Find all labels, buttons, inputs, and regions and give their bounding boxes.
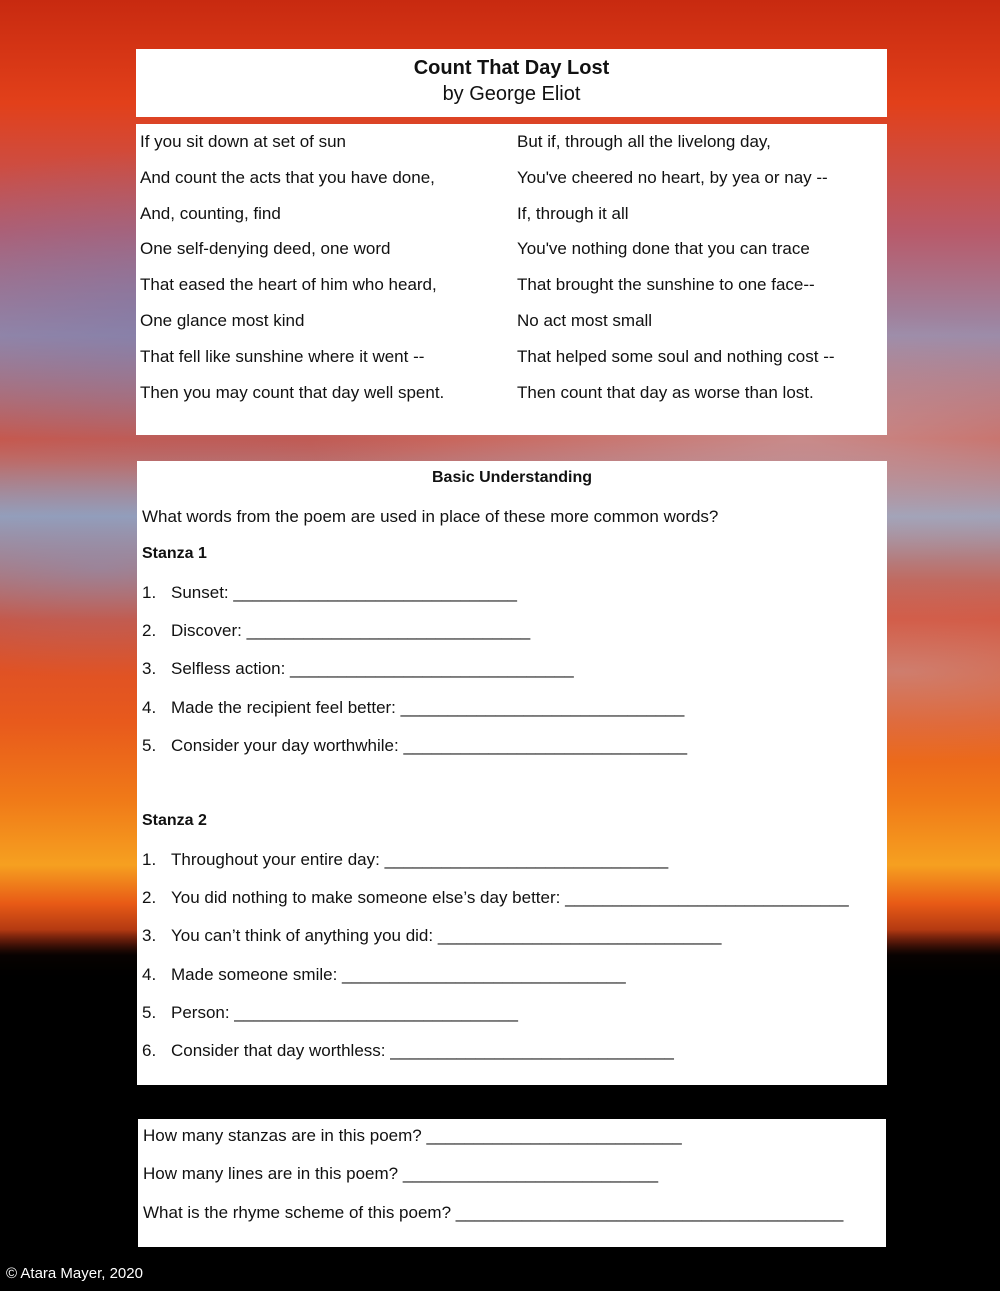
question-text: You did nothing to make someone else’s day better: ______________________________ <box>171 888 849 908</box>
final-question[interactable]: What is the rhyme scheme of this poem? _________________________________________ <box>143 1202 844 1222</box>
poem-line: One glance most kind <box>140 310 305 330</box>
final-questions-panel <box>138 1119 886 1247</box>
final-question[interactable]: How many stanzas are in this poem? ___________________________ <box>143 1126 682 1145</box>
question-number: 1. <box>142 583 157 602</box>
question-number: 2. <box>142 888 157 908</box>
question-text: Discover: ______________________________ <box>171 621 531 641</box>
copyright-notice: © Atara Mayer, 2020 <box>6 1265 143 1282</box>
poem-line: That helped some soul and nothing cost -- <box>517 346 835 366</box>
question-text: Selfless action: ______________________________ <box>171 659 574 679</box>
poem-line: One self-denying deed, one word <box>140 239 391 259</box>
poem-line: But if, through all the livelong day, <box>517 132 771 151</box>
poem-line: Then you may count that day well spent. <box>140 382 445 402</box>
poem-line: That brought the sunshine to one face-- <box>517 275 815 295</box>
poem-title: Count That Day Lost <box>413 57 610 79</box>
question-item[interactable] <box>142 734 687 772</box>
question-number: 1. <box>142 850 157 869</box>
poem-line: You've nothing done that you can trace <box>517 239 810 259</box>
poem-line: No act most small <box>517 310 653 330</box>
stanza-1-heading: Stanza 1 <box>142 545 207 562</box>
basic-understanding-panel <box>137 461 887 1085</box>
poem-line: You've cheered no heart, by yea or nay -- <box>517 167 828 187</box>
poem-line: And, counting, find <box>140 203 281 223</box>
question-number: 4. <box>142 697 157 717</box>
question-item[interactable] <box>142 1001 849 1039</box>
poem-line: That eased the heart of him who heard, <box>140 275 437 295</box>
title-panel <box>136 49 887 117</box>
stanza-2-heading: Stanza 2 <box>142 812 207 829</box>
question-number: 5. <box>142 735 157 755</box>
question-item[interactable] <box>142 657 687 695</box>
question-item[interactable] <box>142 963 849 1001</box>
poem-line: If you sit down at set of sun <box>140 132 347 151</box>
stanza-1-questions <box>142 581 687 772</box>
question-item[interactable] <box>142 1039 849 1077</box>
question-number: 3. <box>142 659 157 679</box>
section-title: Basic Understanding <box>431 469 593 486</box>
question-text: Consider your day worthwhile: ______________________________ <box>171 735 688 755</box>
poem-stanza-1 <box>140 130 444 416</box>
question-item[interactable] <box>142 886 849 924</box>
question-number: 3. <box>142 926 157 946</box>
poem-author: by George Eliot <box>442 83 581 105</box>
question-item[interactable] <box>142 924 849 962</box>
question-text: Made the recipient feel better: ______________________________ <box>171 697 685 717</box>
stanza-2-questions <box>142 848 849 1077</box>
poem-line: If, through it all <box>517 203 629 223</box>
poem-line: And count the acts that you have done, <box>140 167 435 187</box>
question-number: 6. <box>142 1040 157 1060</box>
question-item[interactable] <box>142 848 849 886</box>
question-text: You can’t think of anything you did: ______________________________ <box>171 926 722 946</box>
question-text: Throughout your entire day: ______________________________ <box>171 850 669 869</box>
final-questions <box>143 1124 843 1239</box>
question-item[interactable] <box>142 619 687 657</box>
final-question[interactable]: How many lines are in this poem? ___________________________ <box>143 1164 659 1184</box>
poem-panel <box>136 124 887 435</box>
question-item[interactable] <box>142 696 687 734</box>
question-number: 2. <box>142 621 157 641</box>
poem-stanza-2 <box>517 130 835 416</box>
poem-line: That fell like sunshine where it went -- <box>140 346 425 366</box>
question-number: 4. <box>142 964 157 984</box>
question-text: Sunset: ______________________________ <box>171 583 518 602</box>
question-text: Person: ______________________________ <box>171 1002 518 1022</box>
instructions: What words from the poem are used in place of these more common words? <box>142 507 719 526</box>
question-text: Consider that day worthless: ______________________________ <box>171 1040 674 1060</box>
question-item[interactable] <box>142 581 687 619</box>
question-text: Made someone smile: ______________________________ <box>171 964 626 984</box>
question-number: 5. <box>142 1002 157 1022</box>
poem-line: Then count that day as worse than lost. <box>517 382 814 402</box>
